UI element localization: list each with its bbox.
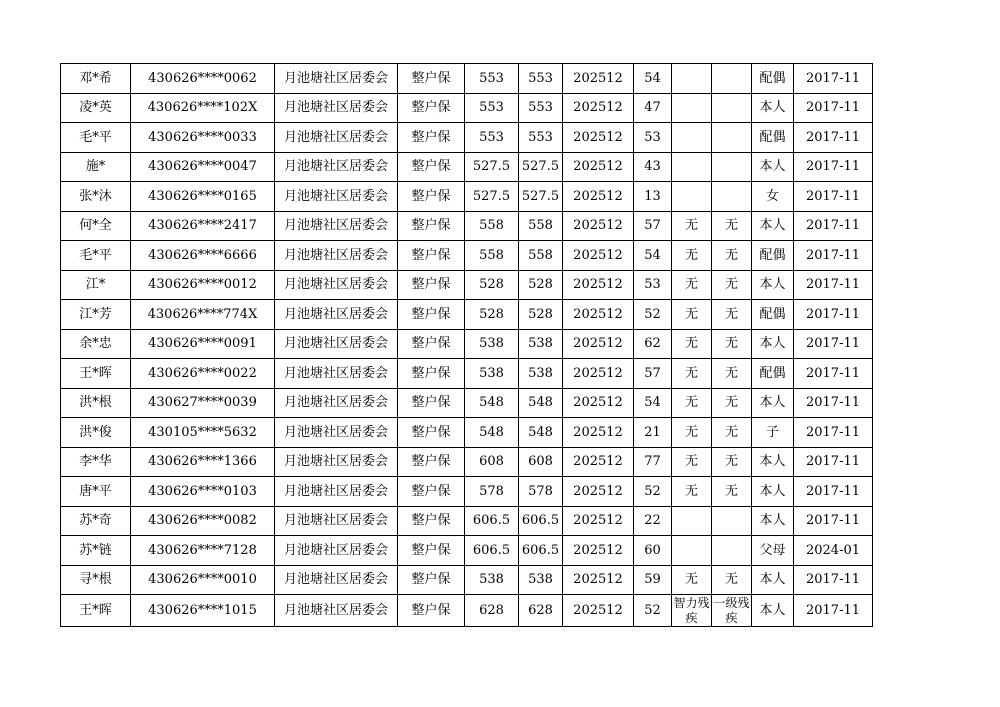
community-cell: 月池塘社区居委会 xyxy=(275,477,398,507)
community-cell: 月池塘社区居委会 xyxy=(275,388,398,418)
disability-type-cell xyxy=(672,152,712,182)
amount-cell: 553 xyxy=(465,123,519,153)
community-cell: 月池塘社区居委会 xyxy=(275,506,398,536)
relation-cell: 本人 xyxy=(752,388,794,418)
age-cell: 57 xyxy=(634,359,672,389)
age-cell: 52 xyxy=(634,595,672,627)
age-cell: 52 xyxy=(634,300,672,330)
name-cell: 苏*链 xyxy=(61,536,131,566)
table-row xyxy=(61,329,873,359)
start-date-cell: 2017-11 xyxy=(794,241,873,271)
relation-cell: 女 xyxy=(752,182,794,212)
disability-level-cell: 无 xyxy=(712,300,752,330)
id-number-cell: 430626****0012 xyxy=(131,270,275,300)
disability-type-cell xyxy=(672,506,712,536)
relation-cell: 配偶 xyxy=(752,300,794,330)
total-amount-cell: 528 xyxy=(519,270,563,300)
table-row xyxy=(61,565,873,595)
community-cell: 月池塘社区居委会 xyxy=(275,241,398,271)
age-cell: 21 xyxy=(634,418,672,448)
start-date-cell: 2017-11 xyxy=(794,329,873,359)
period-cell: 202512 xyxy=(563,270,634,300)
disability-level-cell: 一级残疾 xyxy=(713,596,750,625)
disability-level-cell: 无 xyxy=(712,329,752,359)
name-cell: 凌*英 xyxy=(61,93,131,123)
age-cell: 52 xyxy=(634,477,672,507)
start-date-cell: 2017-11 xyxy=(794,182,873,212)
relation-cell: 配偶 xyxy=(752,64,794,94)
table-row xyxy=(61,506,873,536)
period-cell: 202512 xyxy=(563,241,634,271)
age-cell: 43 xyxy=(634,152,672,182)
relation-cell: 配偶 xyxy=(752,241,794,271)
start-date-cell: 2017-11 xyxy=(794,418,873,448)
relation-cell: 本人 xyxy=(752,477,794,507)
name-cell: 张*沐 xyxy=(61,182,131,212)
community-cell: 月池塘社区居委会 xyxy=(275,447,398,477)
amount-cell: 528 xyxy=(465,270,519,300)
period-cell: 202512 xyxy=(563,64,634,94)
amount-cell: 538 xyxy=(465,329,519,359)
table-row xyxy=(61,536,873,566)
amount-cell: 548 xyxy=(465,388,519,418)
id-number-cell: 430626****0010 xyxy=(131,565,275,595)
disability-type-cell: 无 xyxy=(672,447,712,477)
community-cell: 月池塘社区居委会 xyxy=(275,359,398,389)
id-number-cell: 430105****5632 xyxy=(131,418,275,448)
name-cell: 唐*平 xyxy=(61,477,131,507)
total-amount-cell: 538 xyxy=(519,565,563,595)
relation-cell: 子 xyxy=(752,418,794,448)
id-number-cell: 430627****0039 xyxy=(131,388,275,418)
name-cell: 何*全 xyxy=(61,211,131,241)
community-cell: 月池塘社区居委会 xyxy=(275,152,398,182)
name-cell: 邓*希 xyxy=(61,64,131,94)
age-cell: 13 xyxy=(634,182,672,212)
relation-cell: 本人 xyxy=(752,329,794,359)
coverage-type-cell: 整户保 xyxy=(398,241,465,271)
community-cell: 月池塘社区居委会 xyxy=(275,418,398,448)
table-row xyxy=(61,123,873,153)
disability-level-cell xyxy=(712,506,752,536)
coverage-type-cell: 整户保 xyxy=(398,418,465,448)
disability-type-cell: 无 xyxy=(672,477,712,507)
community-cell: 月池塘社区居委会 xyxy=(275,565,398,595)
coverage-type-cell: 整户保 xyxy=(398,93,465,123)
age-cell: 22 xyxy=(634,506,672,536)
table-row xyxy=(61,241,873,271)
age-cell: 54 xyxy=(634,241,672,271)
disability-level-cell: 无 xyxy=(712,211,752,241)
table-row xyxy=(61,152,873,182)
community-cell: 月池塘社区居委会 xyxy=(275,536,398,566)
total-amount-cell: 548 xyxy=(519,388,563,418)
relation-cell: 父母 xyxy=(752,536,794,566)
id-number-cell: 430626****102X xyxy=(131,93,275,123)
period-cell: 202512 xyxy=(563,359,634,389)
disability-level-cell xyxy=(712,182,752,212)
id-number-cell: 430626****0103 xyxy=(131,477,275,507)
coverage-type-cell: 整户保 xyxy=(398,388,465,418)
age-cell: 47 xyxy=(634,93,672,123)
id-number-cell: 430626****0091 xyxy=(131,329,275,359)
disability-level-cell: 无 xyxy=(712,241,752,271)
age-cell: 60 xyxy=(634,536,672,566)
disability-type-cell: 智力残疾 xyxy=(673,596,710,625)
amount-cell: 553 xyxy=(465,93,519,123)
id-number-cell: 430626****1366 xyxy=(131,447,275,477)
start-date-cell: 2017-11 xyxy=(794,388,873,418)
amount-cell: 538 xyxy=(465,565,519,595)
period-cell: 202512 xyxy=(563,123,634,153)
period-cell: 202512 xyxy=(563,477,634,507)
start-date-cell: 2017-11 xyxy=(794,152,873,182)
table-row xyxy=(61,300,873,330)
age-cell: 62 xyxy=(634,329,672,359)
total-amount-cell: 608 xyxy=(519,447,563,477)
period-cell: 202512 xyxy=(563,595,634,627)
amount-cell: 558 xyxy=(465,211,519,241)
id-number-cell: 430626****0082 xyxy=(131,506,275,536)
total-amount-cell: 606.5 xyxy=(519,506,563,536)
period-cell: 202512 xyxy=(563,182,634,212)
data-table xyxy=(60,63,873,627)
community-cell: 月池塘社区居委会 xyxy=(275,329,398,359)
community-cell: 月池塘社区居委会 xyxy=(275,93,398,123)
amount-cell: 606.5 xyxy=(465,536,519,566)
disability-level-cell xyxy=(712,536,752,566)
relation-cell: 本人 xyxy=(752,565,794,595)
total-amount-cell: 553 xyxy=(519,64,563,94)
relation-cell: 本人 xyxy=(752,447,794,477)
coverage-type-cell: 整户保 xyxy=(398,506,465,536)
disability-level-cell: 无 xyxy=(712,359,752,389)
period-cell: 202512 xyxy=(563,565,634,595)
period-cell: 202512 xyxy=(563,300,634,330)
disability-level-cell xyxy=(712,123,752,153)
period-cell: 202512 xyxy=(563,329,634,359)
total-amount-cell: 528 xyxy=(519,300,563,330)
coverage-type-cell: 整户保 xyxy=(398,64,465,94)
period-cell: 202512 xyxy=(563,418,634,448)
community-cell: 月池塘社区居委会 xyxy=(275,300,398,330)
id-number-cell: 430626****0047 xyxy=(131,152,275,182)
table-body xyxy=(61,64,873,627)
disability-type-cell xyxy=(672,64,712,94)
age-cell: 53 xyxy=(634,123,672,153)
total-amount-cell: 578 xyxy=(519,477,563,507)
relation-cell: 本人 xyxy=(752,93,794,123)
name-cell: 毛*平 xyxy=(61,123,131,153)
disability-type-cell: 无 xyxy=(672,211,712,241)
name-cell: 王*晖 xyxy=(61,359,131,389)
coverage-type-cell: 整户保 xyxy=(398,182,465,212)
period-cell: 202512 xyxy=(563,211,634,241)
disability-level-cell xyxy=(712,152,752,182)
period-cell: 202512 xyxy=(563,388,634,418)
disability-level-cell: 无 xyxy=(712,477,752,507)
start-date-cell: 2017-11 xyxy=(794,211,873,241)
coverage-type-cell: 整户保 xyxy=(398,477,465,507)
start-date-cell: 2017-11 xyxy=(794,123,873,153)
amount-cell: 527.5 xyxy=(465,152,519,182)
amount-cell: 538 xyxy=(465,359,519,389)
disability-level-cell xyxy=(712,64,752,94)
table-row xyxy=(61,418,873,448)
disability-type-cell: 无 xyxy=(672,418,712,448)
coverage-type-cell: 整户保 xyxy=(398,152,465,182)
age-cell: 77 xyxy=(634,447,672,477)
coverage-type-cell: 整户保 xyxy=(398,211,465,241)
start-date-cell: 2017-11 xyxy=(794,447,873,477)
coverage-type-cell: 整户保 xyxy=(398,447,465,477)
id-number-cell: 430626****0165 xyxy=(131,182,275,212)
age-cell: 57 xyxy=(634,211,672,241)
community-cell: 月池塘社区居委会 xyxy=(275,595,398,627)
name-cell: 寻*根 xyxy=(61,565,131,595)
disability-type-cell: 无 xyxy=(672,241,712,271)
relation-cell: 本人 xyxy=(752,211,794,241)
total-amount-cell: 553 xyxy=(519,93,563,123)
disability-type-cell: 无 xyxy=(672,329,712,359)
disability-level-cell xyxy=(712,93,752,123)
name-cell: 洪*根 xyxy=(61,388,131,418)
disability-type-cell: 无 xyxy=(672,300,712,330)
start-date-cell: 2017-11 xyxy=(794,477,873,507)
table-row xyxy=(61,64,873,94)
coverage-type-cell: 整户保 xyxy=(398,300,465,330)
table-row xyxy=(61,477,873,507)
coverage-type-cell: 整户保 xyxy=(398,123,465,153)
coverage-type-cell: 整户保 xyxy=(398,270,465,300)
id-number-cell: 430626****7128 xyxy=(131,536,275,566)
table-row xyxy=(61,447,873,477)
disability-level-cell: 无 xyxy=(712,388,752,418)
name-cell: 江*芳 xyxy=(61,300,131,330)
relation-cell: 配偶 xyxy=(752,123,794,153)
amount-cell: 558 xyxy=(465,241,519,271)
disability-level-cell: 无 xyxy=(712,565,752,595)
disability-type-cell: 无 xyxy=(672,270,712,300)
total-amount-cell: 548 xyxy=(519,418,563,448)
start-date-cell: 2024-01 xyxy=(794,536,873,566)
coverage-type-cell: 整户保 xyxy=(398,329,465,359)
coverage-type-cell: 整户保 xyxy=(398,359,465,389)
relation-cell: 配偶 xyxy=(752,359,794,389)
relation-cell: 本人 xyxy=(752,152,794,182)
total-amount-cell: 538 xyxy=(519,359,563,389)
community-cell: 月池塘社区居委会 xyxy=(275,64,398,94)
total-amount-cell: 553 xyxy=(519,123,563,153)
id-number-cell: 430626****0062 xyxy=(131,64,275,94)
period-cell: 202512 xyxy=(563,536,634,566)
disability-type-cell xyxy=(672,123,712,153)
name-cell: 洪*俊 xyxy=(61,418,131,448)
period-cell: 202512 xyxy=(563,506,634,536)
amount-cell: 578 xyxy=(465,477,519,507)
amount-cell: 553 xyxy=(465,64,519,94)
name-cell: 王*晖 xyxy=(61,595,131,627)
amount-cell: 528 xyxy=(465,300,519,330)
start-date-cell: 2017-11 xyxy=(794,595,873,627)
total-amount-cell: 538 xyxy=(519,329,563,359)
amount-cell: 628 xyxy=(465,595,519,627)
name-cell: 李*华 xyxy=(61,447,131,477)
id-number-cell: 430626****0022 xyxy=(131,359,275,389)
period-cell: 202512 xyxy=(563,93,634,123)
amount-cell: 548 xyxy=(465,418,519,448)
community-cell: 月池塘社区居委会 xyxy=(275,182,398,212)
name-cell: 毛*平 xyxy=(61,241,131,271)
relation-cell: 本人 xyxy=(752,270,794,300)
id-number-cell: 430626****1015 xyxy=(131,595,275,627)
age-cell: 53 xyxy=(634,270,672,300)
table-row xyxy=(61,270,873,300)
id-number-cell: 430626****2417 xyxy=(131,211,275,241)
disability-type-cell xyxy=(672,93,712,123)
id-number-cell: 430626****6666 xyxy=(131,241,275,271)
relation-cell: 本人 xyxy=(752,506,794,536)
total-amount-cell: 606.5 xyxy=(519,536,563,566)
table-row xyxy=(61,388,873,418)
amount-cell: 606.5 xyxy=(465,506,519,536)
disability-type-cell: 无 xyxy=(672,359,712,389)
id-number-cell: 430626****0033 xyxy=(131,123,275,153)
name-cell: 余*忠 xyxy=(61,329,131,359)
amount-cell: 608 xyxy=(465,447,519,477)
total-amount-cell: 527.5 xyxy=(519,182,563,212)
start-date-cell: 2017-11 xyxy=(794,64,873,94)
amount-cell: 527.5 xyxy=(465,182,519,212)
community-cell: 月池塘社区居委会 xyxy=(275,123,398,153)
start-date-cell: 2017-11 xyxy=(794,359,873,389)
start-date-cell: 2017-11 xyxy=(794,270,873,300)
disability-type-cell: 无 xyxy=(672,388,712,418)
period-cell: 202512 xyxy=(563,447,634,477)
total-amount-cell: 628 xyxy=(519,595,563,627)
total-amount-cell: 558 xyxy=(519,241,563,271)
total-amount-cell: 558 xyxy=(519,211,563,241)
disability-level-cell: 无 xyxy=(712,447,752,477)
coverage-type-cell: 整户保 xyxy=(398,536,465,566)
age-cell: 54 xyxy=(634,388,672,418)
name-cell: 苏*奇 xyxy=(61,506,131,536)
relation-cell: 本人 xyxy=(752,595,794,627)
start-date-cell: 2017-11 xyxy=(794,93,873,123)
name-cell: 江* xyxy=(61,270,131,300)
table-row xyxy=(61,359,873,389)
start-date-cell: 2017-11 xyxy=(794,506,873,536)
period-cell: 202512 xyxy=(563,152,634,182)
start-date-cell: 2017-11 xyxy=(794,565,873,595)
disability-type-cell: 无 xyxy=(672,565,712,595)
coverage-type-cell: 整户保 xyxy=(398,565,465,595)
id-number-cell: 430626****774X xyxy=(131,300,275,330)
community-cell: 月池塘社区居委会 xyxy=(275,270,398,300)
disability-level-cell: 无 xyxy=(712,418,752,448)
community-cell: 月池塘社区居委会 xyxy=(275,211,398,241)
table-row xyxy=(61,595,873,627)
total-amount-cell: 527.5 xyxy=(519,152,563,182)
table-row xyxy=(61,182,873,212)
disability-type-cell xyxy=(672,536,712,566)
age-cell: 59 xyxy=(634,565,672,595)
disability-type-cell xyxy=(672,182,712,212)
age-cell: 54 xyxy=(634,64,672,94)
disability-level-cell: 无 xyxy=(712,270,752,300)
name-cell: 施* xyxy=(61,152,131,182)
table-row xyxy=(61,93,873,123)
table-row xyxy=(61,211,873,241)
coverage-type-cell: 整户保 xyxy=(398,595,465,627)
start-date-cell: 2017-11 xyxy=(794,300,873,330)
